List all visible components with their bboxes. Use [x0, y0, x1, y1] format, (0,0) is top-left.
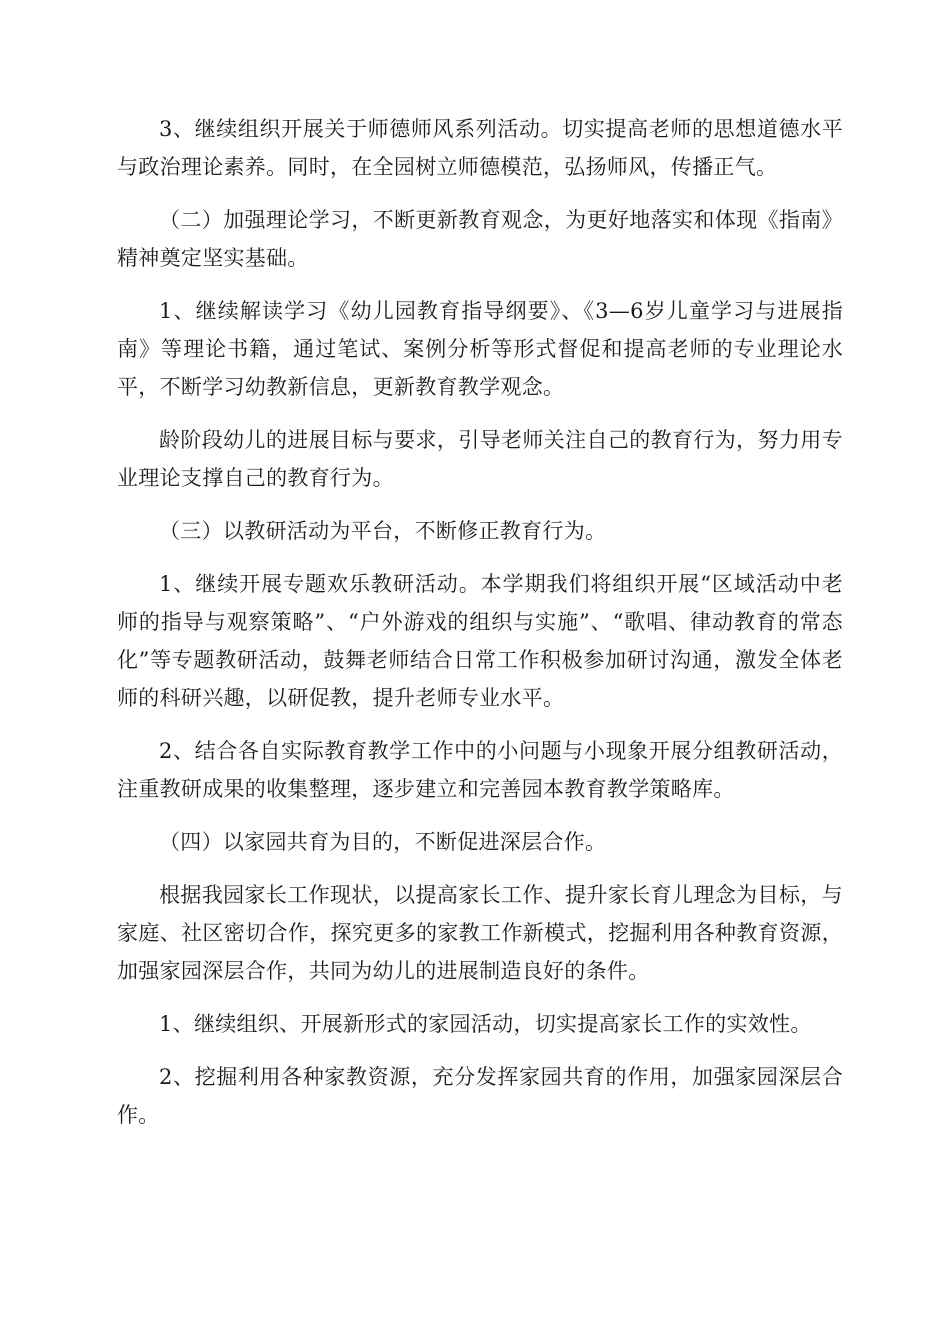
heading-research-platform: （三）以教研活动为平台，不断修正教育行为。: [159, 519, 607, 543]
paragraph-ethics-activities: 3、继续组织开展关于师德师风系列活动。切实提高老师的思想道德水平与政治理论素养。同时，在全园树立师德模范，弘扬师风，传播正气。: [117, 117, 843, 179]
heading-home-school: （四）以家园共育为目的，不断促进深层合作。: [159, 830, 607, 854]
paragraph-themed-research: 1、继续开展专题欢乐教研活动。本学期我们将组织开展“区域活动中老师的指导与观察策略”、“户外游戏的组织与实施”、“歌唱、律动教育的常态化”等专题教研活动，鼓舞老师结合日常工作积极参加研讨沟通，激发全体老师的科研兴趣，以研促教，提升老师专业水平。: [117, 572, 843, 710]
paragraph-group-research: 2、结合各自实际教育教学工作中的小问题与小现象开展分组教研活动，注重教研成果的收集整理，逐步建立和完善园本教育教学策略库。: [117, 739, 843, 801]
paragraph-family-resources: 2、挖掘利用各种家教资源，充分发挥家园共育的作用，加强家园深层合作。: [117, 1065, 843, 1127]
paragraph-parent-work: 根据我园家长工作现状，以提高家长工作、提升家长育儿理念为目标，与家庭、社区密切合作，探究更多的家教工作新模式，挖掘利用各种教育资源，加强家园深层合作，共同为幼儿的进展制造良好的条件。: [117, 883, 843, 983]
paragraph-age-goals: 龄阶段幼儿的进展目标与要求，引导老师关注自己的教育行为，努力用专业理论支撑自己的教育行为。: [117, 428, 843, 490]
heading-theory-study: （二）加强理论学习，不断更新教育观念，为更好地落实和体现《指南》精神奠定坚实基础。: [117, 208, 843, 270]
document-body: [117, 110, 843, 1149]
paragraph-home-activities: 1、继续组织、开展新形式的家园活动，切实提高家长工作的实效性。: [159, 1012, 812, 1036]
paragraph-study-guidelines: 1、继续解读学习《幼儿园教育指导纲要》、《3—6岁儿童学习与进展指南》等理论书籍，通过笔试、案例分析等形式督促和提高老师的专业理论水平，不断学习幼教新信息，更新教育教学观念。: [117, 299, 843, 399]
